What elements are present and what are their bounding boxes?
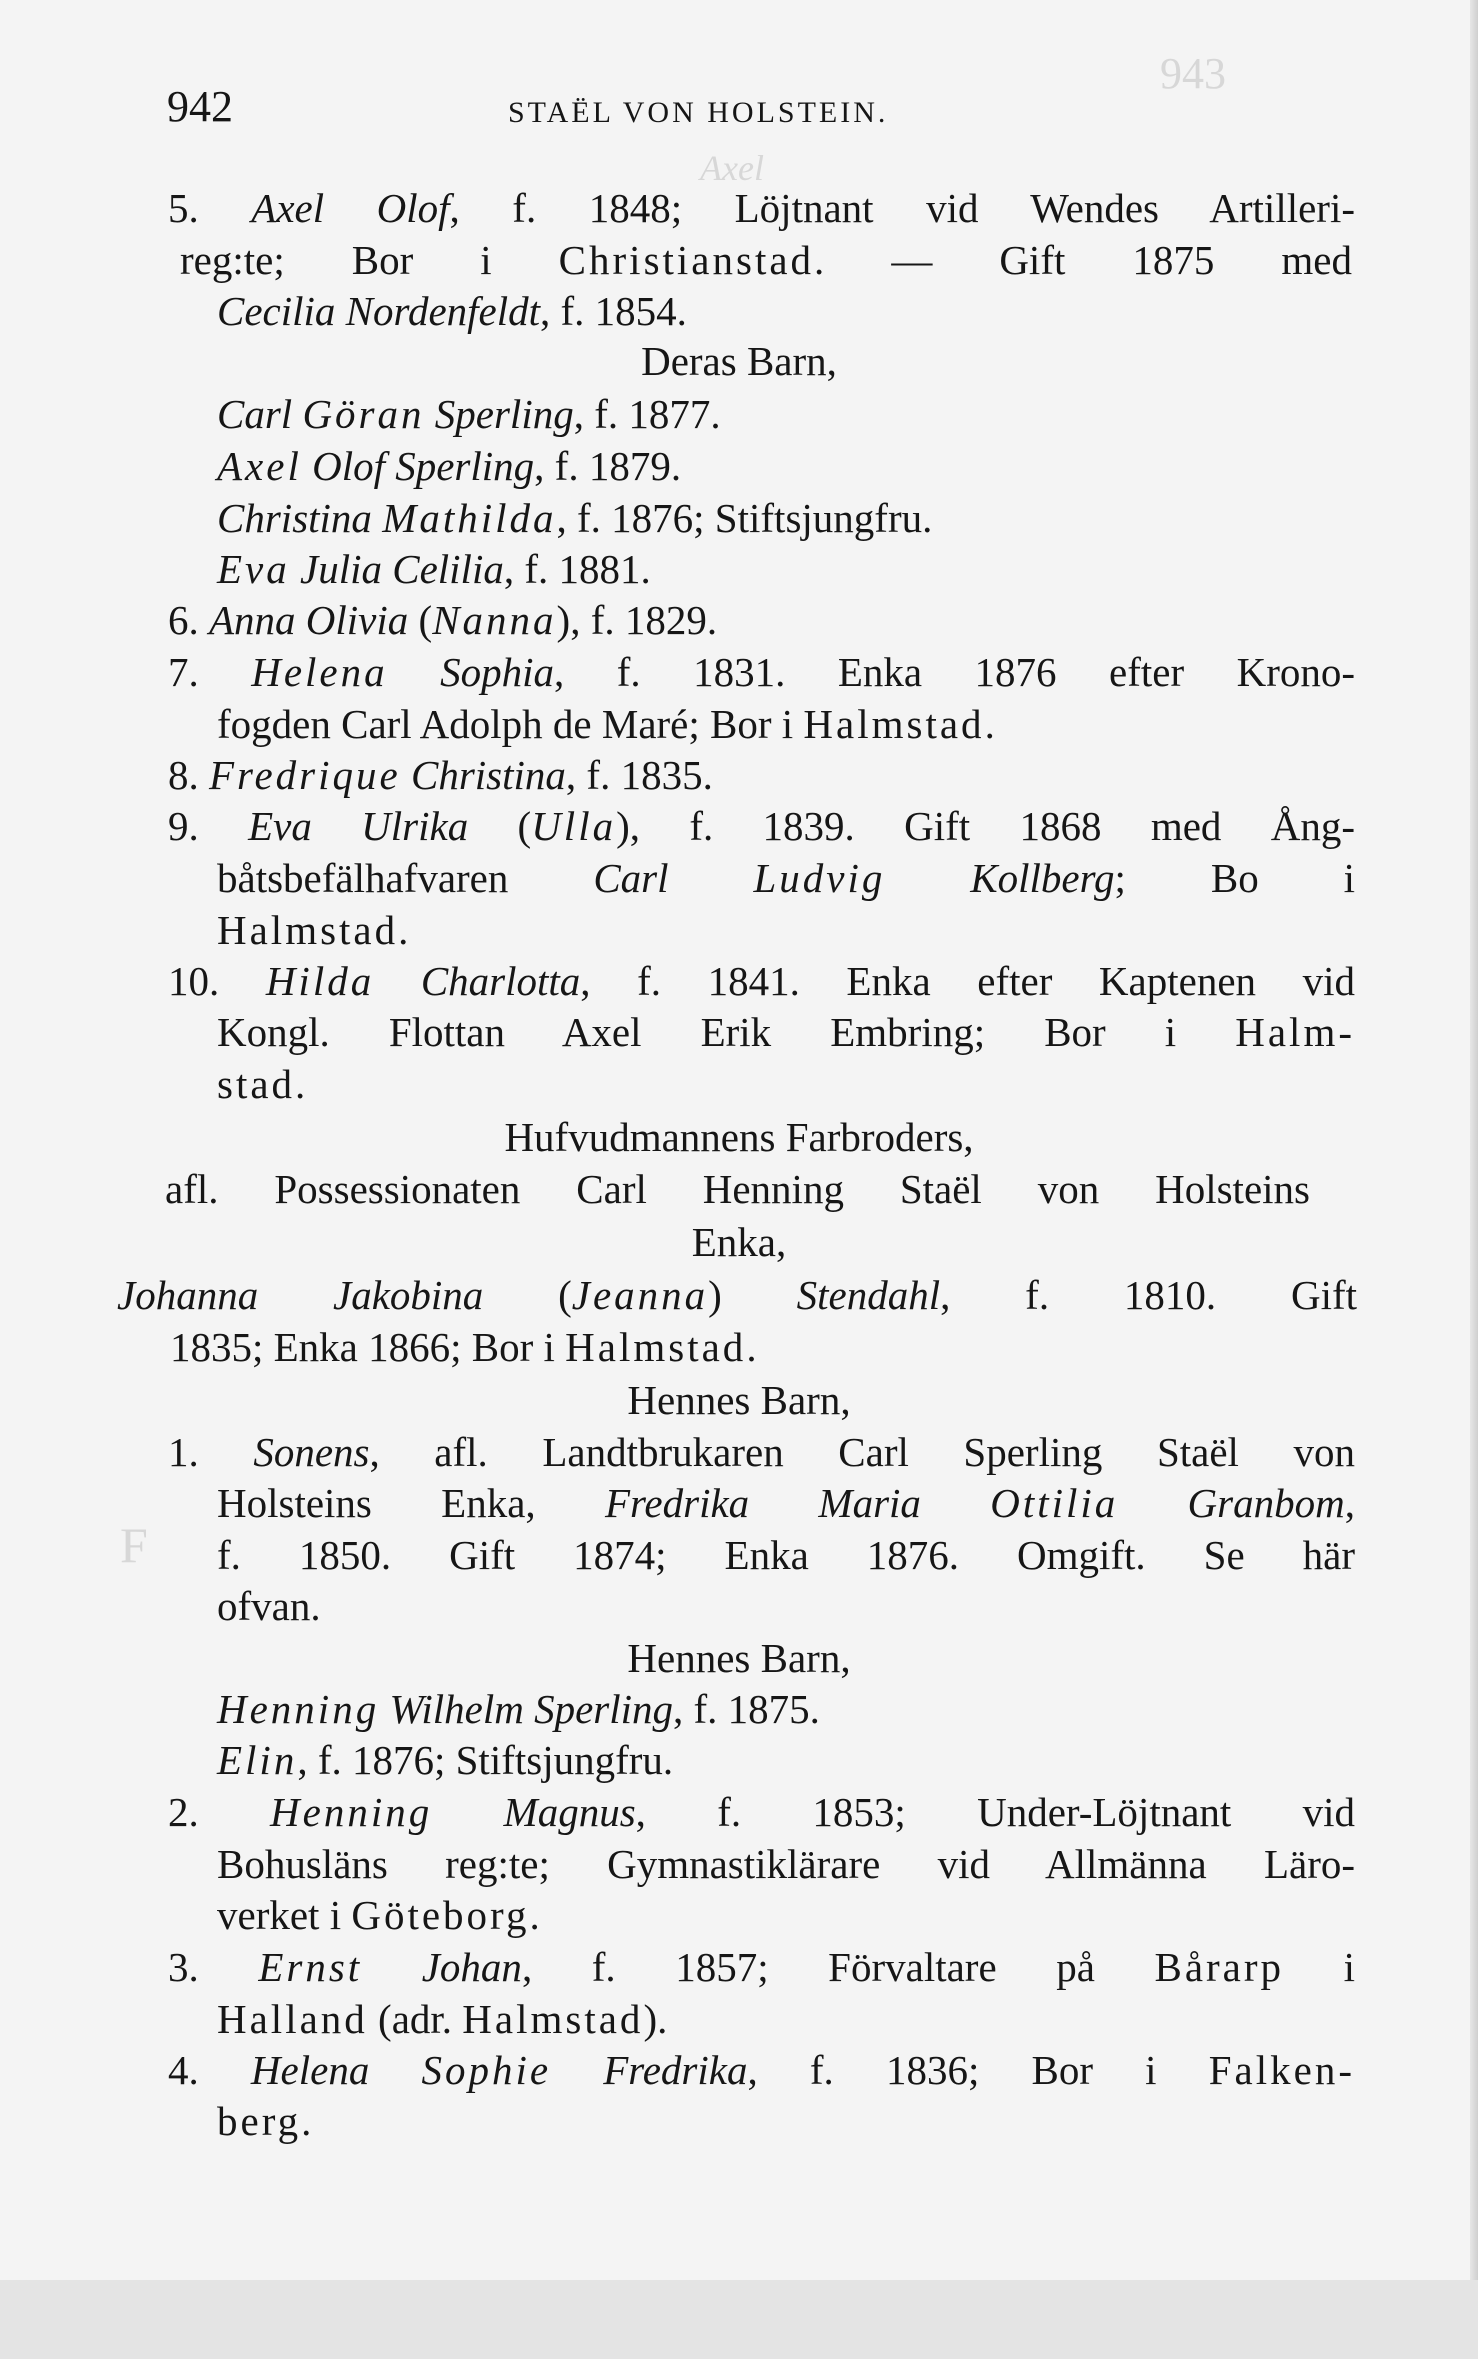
text-run: 1. (168, 1429, 254, 1475)
text-run: reg:te; Bor i (180, 237, 559, 283)
text-run: , f. 1841. Enka efter Kaptenen vid (580, 958, 1355, 1004)
text-line (180, 237, 1352, 283)
text-run: afl. Possessionaten Carl Henning Staël von Holsteins (165, 1166, 1310, 1212)
text-run: , f. 1854. (540, 288, 687, 334)
text-run: , f. 1848; Löjtnant vid Wendes Artilleri- (449, 185, 1355, 231)
text-run: båtsbefälhafvaren (217, 855, 594, 901)
italic-name: Stendahl (796, 1272, 941, 1318)
spaced-text: Halland (217, 1996, 368, 2042)
spaced-text: Halm- (1235, 1009, 1355, 1055)
italic-name: Axel Olof (251, 185, 450, 231)
text-line (0, 1114, 1478, 1160)
text-run: , f. 1836; Bor i (747, 2047, 1209, 2093)
text-run: ( (468, 803, 532, 849)
italic-name: Fredrika Maria (604, 1480, 991, 1526)
text-run: . (746, 1324, 757, 1370)
text-run: Kongl. Flottan Axel Erik Embring; Bor i (217, 1009, 1236, 1055)
text-run: fogden Carl Adolph de Maré; Bor i (217, 701, 804, 747)
text-run: ) (708, 1272, 797, 1318)
italic-name: Sophia (387, 649, 555, 695)
page-number: 942 (167, 82, 233, 131)
text-run: 2. (168, 1789, 271, 1835)
text-line (0, 1219, 1478, 1265)
italic-name: Fredrika (551, 2047, 748, 2093)
italic-name: Ottilia (990, 1480, 1119, 1526)
text-line (170, 1324, 1070, 1370)
text-run: , f. 1857; Förvaltare på (521, 1944, 1155, 1990)
italic-name: Henning (270, 1789, 433, 1835)
text-run: ( (408, 597, 433, 643)
text-run: , f. 1835. (565, 752, 713, 798)
text-line (168, 803, 1356, 849)
text-run: Bohusläns reg:te; Gymnastiklärare vid Allmänna Läro- (217, 1841, 1355, 1887)
italic-name: Olof Sperling (301, 443, 535, 489)
text-line (217, 855, 1355, 901)
italic-name: Magnus (432, 1789, 636, 1835)
text-run: 10. (168, 958, 266, 1004)
text-run: (adr. (367, 1996, 463, 2042)
text-line (217, 1841, 1355, 1887)
text-line (217, 288, 877, 334)
text-run: , f. 1853; Under-Löjtnant vid (635, 1789, 1355, 1835)
text-run: Hennes Barn, (627, 1377, 851, 1423)
italic-name: Elin (217, 1737, 298, 1783)
text-run: , f. 1876; Stiftsjungfru. (297, 1737, 674, 1783)
text-line (0, 1635, 1478, 1681)
text-run: . (398, 907, 409, 953)
text-line (217, 1892, 817, 1938)
spaced-text: Halmstad (217, 907, 399, 953)
italic-name: Cecilia Nordenfeldt (217, 288, 541, 334)
text-line (168, 2047, 1355, 2093)
italic-name: Nanna (432, 597, 557, 643)
italic-name: Ernst (258, 1944, 363, 1990)
italic-name: Helena (251, 649, 388, 695)
text-line (168, 752, 868, 798)
text-line (217, 2098, 617, 2144)
text-line (217, 546, 917, 592)
text-run: , f. 1831. Enka 1876 efter Krono- (554, 649, 1356, 695)
italic-name: Mathilda (382, 495, 557, 541)
text-run: f. 1850. Gift 1874; Enka 1876. Omgift. Se här (217, 1532, 1355, 1578)
text-run: , f. 1876; Stiftsjungfru. (556, 495, 933, 541)
spaced-text: stad (217, 1061, 296, 1107)
text-run: 7. (168, 649, 252, 695)
italic-name: Kollberg (885, 855, 1115, 901)
text-run: 4. (168, 2047, 251, 2093)
italic-name: Charlotta (374, 958, 581, 1004)
spaced-text: Göteborg (351, 1892, 530, 1938)
text-run: Holsteins Enka, (217, 1480, 605, 1526)
bleed-through-text: F (120, 1517, 148, 1573)
spaced-text: Halmstad (803, 701, 985, 747)
text-line (168, 958, 1355, 1004)
text-run: ), f. 1829. (556, 597, 718, 643)
text-run: 5. (168, 185, 252, 231)
text-run: ; Bo i (1114, 855, 1355, 901)
text-line (217, 1532, 1355, 1578)
spaced-text: berg (217, 2098, 302, 2144)
text-line (217, 1583, 617, 1629)
text-line (217, 907, 717, 953)
bottom-margin (0, 2280, 1478, 2359)
italic-name: Sperling (424, 391, 574, 437)
text-line (217, 701, 1297, 747)
text-line (0, 338, 1478, 384)
text-line (217, 495, 1197, 541)
text-line (168, 185, 1355, 231)
italic-name: Johan (362, 1944, 522, 1990)
text-run: . (295, 1061, 306, 1107)
text-run: ). (643, 1996, 668, 2042)
spaced-text: Bårarp (1154, 1944, 1285, 1990)
text-run: , f. 1877. (573, 391, 721, 437)
text-line (217, 1061, 717, 1107)
italic-name: Ulla (531, 803, 617, 849)
text-run: 1835; Enka 1866; Bor i (170, 1324, 566, 1370)
italic-name: Christina (217, 495, 383, 541)
italic-name: Ludvig (753, 855, 886, 901)
text-line (117, 1272, 1358, 1318)
text-run: ( (483, 1272, 572, 1318)
text-run: verket i (217, 1892, 352, 1938)
text-run: i (1284, 1944, 1355, 1990)
italic-name: Anna Olivia (209, 597, 409, 643)
italic-name: Christina (400, 752, 566, 798)
text-line (168, 1944, 1355, 1990)
italic-name: Johanna Jakobina (117, 1272, 484, 1318)
italic-name: Axel (217, 443, 302, 489)
text-run: , f. 1879. (534, 443, 682, 489)
italic-name: Helena (250, 2047, 422, 2093)
text-line (217, 1686, 1117, 1732)
text-run: Deras Barn, (641, 338, 837, 384)
text-run: Enka, (691, 1219, 787, 1265)
running-title: STAËL VON HOLSTEIN. (508, 96, 889, 129)
text-run: . (301, 2098, 312, 2144)
spaced-text: Christianstad (558, 237, 815, 283)
text-run: 3. (168, 1944, 259, 1990)
italic-name: Eva (217, 546, 290, 592)
text-line (165, 1166, 1310, 1212)
text-run: . (984, 701, 995, 747)
text-run: ), f. 1839. Gift 1868 med Ång- (616, 803, 1356, 849)
italic-name: Carl (593, 855, 754, 901)
text-run: , afl. Landtbrukaren Carl Sperling Staël von (369, 1429, 1355, 1475)
spaced-text: Halmstad (565, 1324, 747, 1370)
spaced-text: Falken- (1208, 2047, 1355, 2093)
text-run: . — Gift 1875 med (814, 237, 1352, 283)
bleed-through-text: Axel (700, 148, 764, 188)
text-line (0, 1377, 1478, 1423)
text-run: , f. 1810. Gift (940, 1272, 1358, 1318)
text-run: , f. 1875. (673, 1686, 820, 1732)
spaced-text: Halmstad (462, 1996, 644, 2042)
italic-name: Henning (217, 1686, 380, 1732)
text-line (217, 1009, 1355, 1055)
italic-name: Eva Ulrika (248, 803, 469, 849)
italic-name: Carl (217, 391, 303, 437)
text-run: 6. (168, 597, 209, 643)
italic-name: Granbom (1118, 1480, 1345, 1526)
text-run: , f. 1881. (503, 546, 651, 592)
text-line (217, 1737, 1017, 1783)
italic-name: Sophie (421, 2047, 552, 2093)
text-run: 8. (168, 752, 209, 798)
text-line (168, 1789, 1355, 1835)
italic-name: Fredrique (209, 752, 401, 798)
italic-name: Wilhelm Sperling (379, 1686, 674, 1732)
text-line (168, 597, 968, 643)
italic-name: Sonens (253, 1429, 370, 1475)
text-run: . (529, 1892, 540, 1938)
italic-name: Göran (302, 391, 425, 437)
text-run: ofvan. (217, 1583, 321, 1629)
text-line (217, 443, 917, 489)
italic-name: Julia Celilia (289, 546, 504, 592)
italic-name: Hilda (265, 958, 375, 1004)
text-line (168, 649, 1356, 695)
bleed-through-text: 943 (1160, 49, 1226, 98)
text-run: Hufvudmannens Farbroders, (504, 1114, 974, 1160)
text-line (217, 1480, 1355, 1526)
italic-name: Jeanna (571, 1272, 709, 1318)
text-line (168, 1429, 1355, 1475)
text-line (217, 1996, 917, 2042)
text-line (217, 391, 917, 437)
text-run: 9. (168, 803, 249, 849)
text-run: Hennes Barn, (627, 1635, 851, 1681)
text-run: , (1344, 1480, 1355, 1526)
